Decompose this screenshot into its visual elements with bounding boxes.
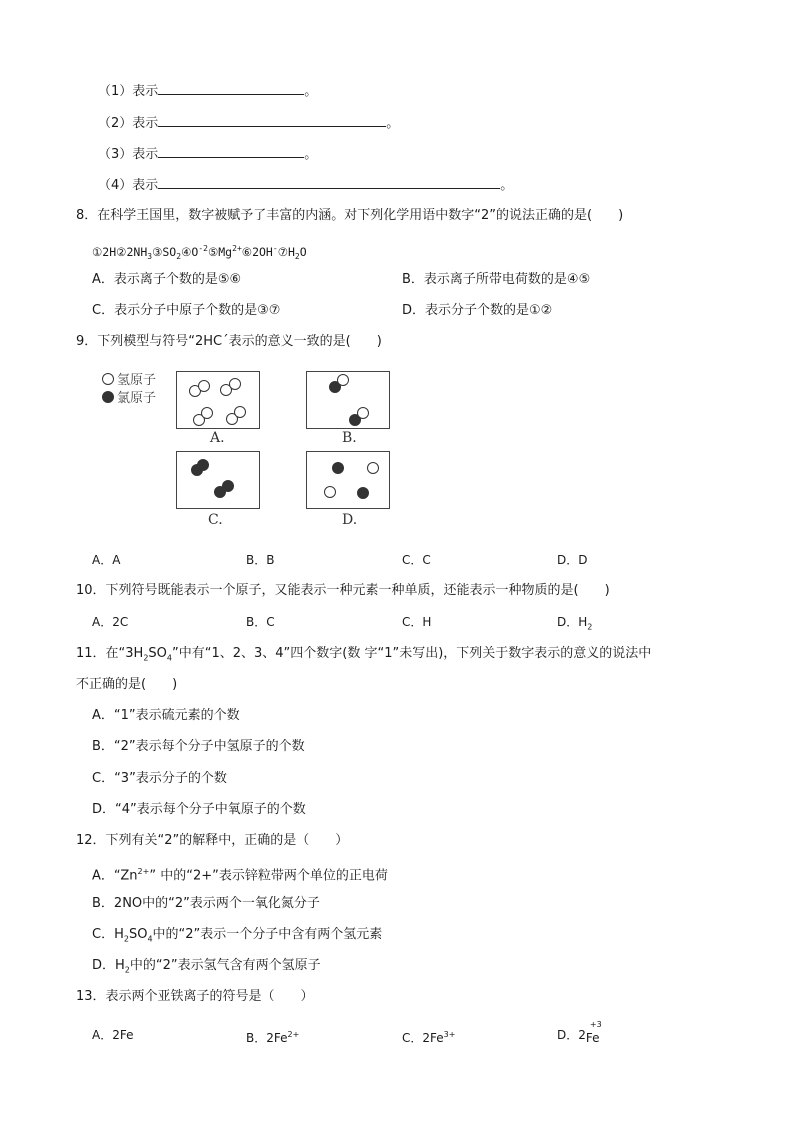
q9-stem: 9．下列模型与符号“2HCˊ表示的意义一致的是( ) [76,334,382,349]
q9-option-d[interactable]: D．D [557,553,588,567]
model-label-c: C. [208,512,223,528]
q13-option-a[interactable]: A．2Fe [92,1028,134,1042]
q12-stem: 12．下列有关“2”的解释中，正确的是（ ） [76,833,349,848]
q8-stem: 8．在科学王国里，数字被赋予了丰富的内涵。对下列化学用语中数字“2”的说法正确的是( ) [76,208,624,223]
blank-line-1: （1）表示 。 [98,84,318,99]
q12-option-b[interactable]: B．2NO中的“2”表示两个一氧化氮分子 [92,896,320,911]
q8-option-b[interactable]: B．表示离子所带电荷数的是④⑤ [402,272,591,287]
q13-option-d[interactable]: D．2 +3 Fe [557,1020,602,1045]
legend-chlorine: 氯原子 [117,391,157,406]
q8-option-a[interactable]: A．表示离子个数的是⑤⑥ [92,272,242,287]
chlorine-atom-icon [332,462,344,474]
model-box-c [176,451,260,509]
q11-option-a[interactable]: A．“1”表示硫元素的个数 [92,708,240,723]
answer-blank-2[interactable] [158,114,386,127]
q8-option-c[interactable]: C．表示分子中原子个数的是③⑦ [92,303,281,318]
chlorine-atom-icon [197,459,209,471]
model-label-a: A. [210,430,225,446]
q10-option-b[interactable]: B．C [246,615,275,629]
hydrogen-atom-icon [201,407,213,419]
answer-blank-3[interactable] [158,145,304,158]
q8-formulas: $①2H②2NH_3③SO_2④O^{-2}⑤Mg^{2+}⑥2OH^-⑦H_2O$ [92,244,307,262]
q12-option-d[interactable]: D．$H_2$中的“2”表示氢气含有两个氢原子 [92,958,321,975]
q9-option-c[interactable]: C．C [402,553,431,567]
hydrogen-atom-icon [337,374,349,386]
q13-stem: 13．表示两个亚铁离子的符号是（ ） [76,989,314,1004]
q11-stem-cont: 不正确的是( ) [76,677,178,692]
q10-option-c[interactable]: C．H [402,615,432,629]
chlorine-atom-legend-icon [102,391,114,403]
hydrogen-atom-icon [357,407,369,419]
blank-line-2: （2）表示 。 [98,116,400,131]
q9-option-b[interactable]: B．B [246,553,275,567]
hydrogen-atom-icon [367,462,379,474]
hydrogen-atom-legend-icon [102,373,114,385]
q13-option-c[interactable]: C．$2Fe^{3+}$ [402,1030,456,1045]
model-box-d [306,451,390,509]
q10-option-a[interactable]: A．2C [92,615,129,629]
q11-option-c[interactable]: C．“3”表示分子的个数 [92,771,227,786]
q12-option-a[interactable]: A．“$Zn^{2+}$” 中的“2+”表示锌粒带两个单位的正电荷 [92,867,388,884]
q11-option-d[interactable]: D．“4”表示每个分子中氧原子的个数 [92,802,306,817]
q11-option-b[interactable]: B．“2”表示每个分子中氢原子的个数 [92,739,305,754]
hydrogen-atom-icon [229,378,241,390]
q10-option-d[interactable]: D．$H_2$ [557,615,593,632]
hydrogen-atom-icon [234,406,246,418]
chlorine-atom-icon [357,487,369,499]
q10-stem: 10．下列符号既能表示一个原子，又能表示一种元素一种单质，还能表示一种物质的是( ) [76,583,610,598]
answer-blank-4[interactable] [158,176,500,189]
q12-option-c[interactable]: C．$H_2SO_4$中的“2”表示一个分子中含有两个氢元素 [92,927,383,944]
hydrogen-atom-icon [198,380,210,392]
model-box-b [306,371,390,429]
q9-option-a[interactable]: A．A [92,553,121,567]
answer-blank-1[interactable] [158,82,304,95]
chlorine-atom-icon [222,480,234,492]
model-label-d: D. [342,512,358,528]
model-label-b: B. [342,430,357,446]
blank-line-4: （4）表示 。 [98,178,514,193]
hydrogen-atom-icon [324,486,336,498]
q11-stem: 11．在“$3H_2SO_4$”中有“1、2、3、4”四个数字(数 字“1”未写出)，下列关于数字表示的意义的说法中 [76,646,652,663]
model-box-a [176,371,260,429]
legend-hydrogen: 氢原子 [117,373,157,388]
q13-option-b[interactable]: B．$2Fe^{2+}$ [246,1030,300,1045]
blank-line-3: （3）表示 。 [98,147,318,162]
q8-option-d[interactable]: D．表示分子个数的是①② [402,303,553,318]
